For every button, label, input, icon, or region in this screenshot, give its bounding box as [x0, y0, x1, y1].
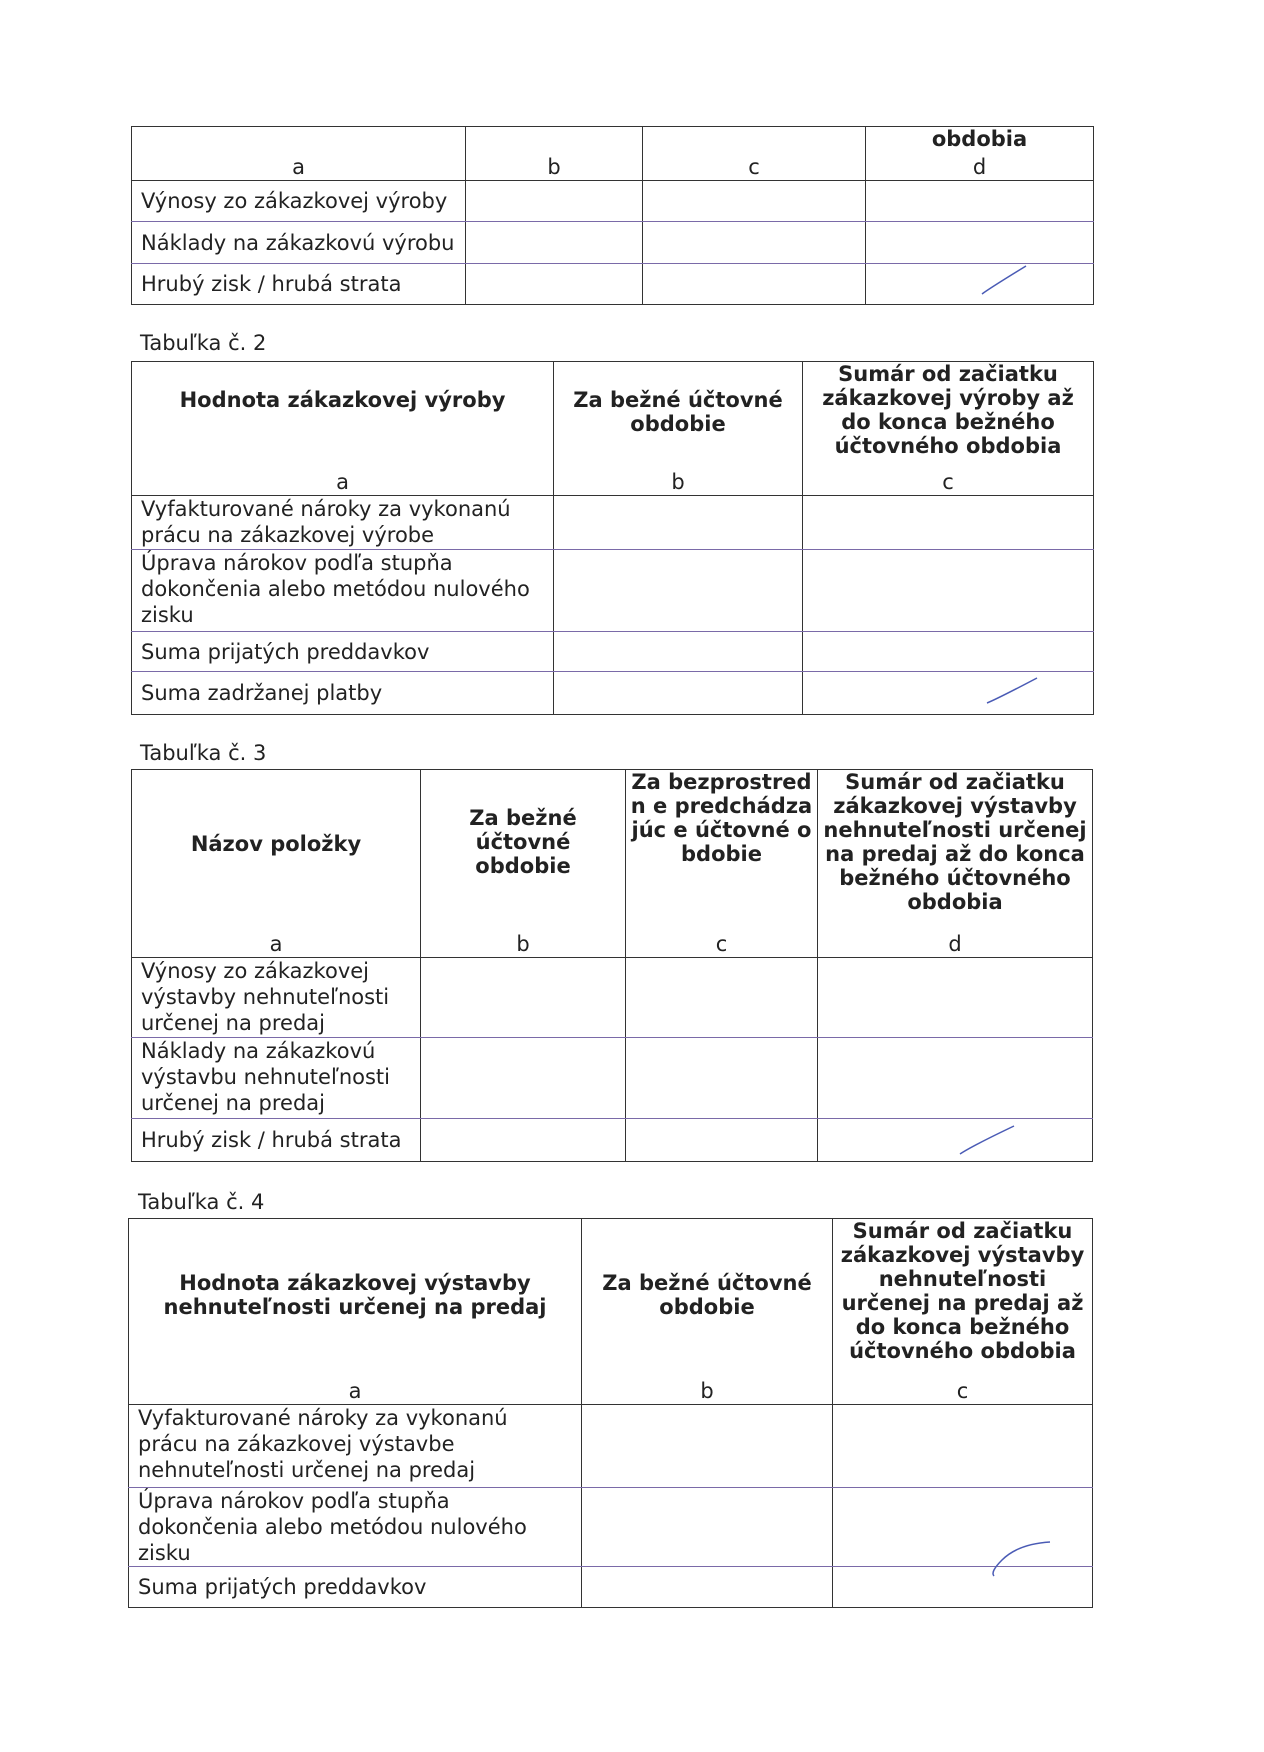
- input-cell[interactable]: [833, 1405, 1093, 1488]
- input-cell[interactable]: [833, 1488, 1093, 1567]
- input-cell[interactable]: [554, 496, 803, 550]
- row-label: Vyfakturované nároky za vykonanú prácu na zákazkovej výstavbe nehnuteľnosti určenej na predaj: [129, 1405, 582, 1488]
- header-cell: [833, 1219, 1093, 1405]
- table-3: [131, 769, 1093, 1162]
- input-cell[interactable]: [818, 1119, 1093, 1162]
- row-label: Náklady na zákazkovú výstavbu nehnuteľnosti určenej na predaj: [132, 1038, 421, 1119]
- column-title: Za bežné účtovné obdobie: [573, 388, 783, 436]
- table-4: [128, 1218, 1093, 1608]
- header-cell: [132, 362, 554, 496]
- table-1: [131, 126, 1094, 305]
- column-title: Sumár od začiatku zákazkovej výstavby nehnuteľnosti určenej na predaj až do konca bežného účtovného obdobia: [840, 1219, 1085, 1363]
- table-row: [132, 1038, 1093, 1119]
- input-cell[interactable]: [466, 222, 643, 264]
- table-row: [132, 550, 1094, 632]
- input-cell[interactable]: [582, 1405, 833, 1488]
- input-cell[interactable]: [803, 496, 1094, 550]
- input-cell[interactable]: [866, 222, 1094, 264]
- row-label: Vyfakturované nároky za vykonanú prácu na zákazkovej výrobe: [132, 496, 554, 550]
- table-row: [132, 264, 1094, 305]
- header-cell: [818, 770, 1093, 958]
- column-code: a: [348, 1379, 362, 1403]
- column-code: d: [972, 155, 987, 179]
- table-row: [132, 1119, 1093, 1162]
- header-cell: [803, 362, 1094, 496]
- table-row: [129, 1488, 1093, 1567]
- table-2-caption: Tabuľka č. 2: [140, 331, 267, 355]
- column-code: a: [336, 470, 349, 494]
- table-row: [132, 496, 1094, 550]
- column-code: a: [269, 932, 283, 956]
- input-cell[interactable]: [818, 1038, 1093, 1119]
- input-cell[interactable]: [554, 672, 803, 715]
- input-cell[interactable]: [626, 1119, 818, 1162]
- column-code: b: [700, 1379, 714, 1403]
- column-code: c: [956, 1379, 969, 1403]
- input-cell[interactable]: [803, 632, 1094, 672]
- pen-tick-mark-icon: [985, 675, 1040, 707]
- input-cell[interactable]: [466, 264, 643, 305]
- header-cell: [643, 127, 866, 181]
- column-code: a: [292, 155, 305, 179]
- row-label: Hrubý zisk / hrubá strata: [132, 1119, 421, 1162]
- column-title: Sumár od začiatku zákazkovej výroby až do konca bežného účtovného obdobia: [822, 362, 1074, 458]
- input-cell[interactable]: [582, 1488, 833, 1567]
- table-row: [129, 1405, 1093, 1488]
- header-cell: [582, 1219, 833, 1405]
- header-cell: [554, 362, 803, 496]
- table-row: [132, 958, 1093, 1038]
- pen-tick-mark-icon: [988, 1536, 1053, 1580]
- header-cell: [421, 770, 626, 958]
- input-cell[interactable]: [803, 672, 1094, 715]
- row-label: Výnosy zo zákazkovej výroby: [132, 181, 466, 222]
- row-label: Suma prijatých preddavkov: [132, 632, 554, 672]
- column-title: Sumár od začiatku zákazkovej výstavby nehnuteľnosti určenej na predaj až do konca bežného účtovného obdobia: [823, 770, 1087, 914]
- column-title: Hodnota zákazkovej výroby: [179, 388, 506, 412]
- column-title: Za bežné účtovné obdobie: [602, 1271, 812, 1319]
- input-cell[interactable]: [643, 222, 866, 264]
- table-3-caption: Tabuľka č. 3: [140, 741, 267, 765]
- input-cell[interactable]: [421, 958, 626, 1038]
- input-cell[interactable]: [582, 1567, 833, 1608]
- column-code: c: [715, 932, 728, 956]
- pen-tick-mark-icon: [958, 1122, 1018, 1158]
- column-code: b: [547, 155, 561, 179]
- row-label: Hrubý zisk / hrubá strata: [132, 264, 466, 305]
- column-title: Názov položky: [190, 832, 362, 856]
- header-cell: [132, 770, 421, 958]
- table-row: [132, 181, 1094, 222]
- input-cell[interactable]: [643, 264, 866, 305]
- input-cell[interactable]: [554, 550, 803, 632]
- column-title: Hodnota zákazkovej výstavby nehnuteľnosti určenej na predaj: [163, 1271, 547, 1319]
- table-row: [129, 1567, 1093, 1608]
- table-row: [132, 222, 1094, 264]
- input-cell[interactable]: [643, 181, 866, 222]
- row-label: Náklady na zákazkovú výrobu: [132, 222, 466, 264]
- pen-tick-mark-icon: [980, 262, 1030, 298]
- header-cell: [466, 127, 643, 181]
- input-cell[interactable]: [554, 632, 803, 672]
- input-cell[interactable]: [866, 181, 1094, 222]
- column-title: Za bezprostredn e predchádzajúc e účtovné obdobie: [630, 770, 813, 866]
- input-cell[interactable]: [626, 958, 818, 1038]
- input-cell[interactable]: [466, 181, 643, 222]
- header-cell: [866, 127, 1094, 181]
- column-code: c: [942, 470, 954, 494]
- table-4-caption: Tabuľka č. 4: [138, 1190, 265, 1214]
- column-title: Za bežné účtovné obdobie: [469, 806, 577, 878]
- input-cell[interactable]: [421, 1038, 626, 1119]
- column-code: b: [516, 932, 530, 956]
- table-row: [132, 672, 1094, 715]
- column-title: obdobia: [931, 127, 1028, 151]
- input-cell[interactable]: [833, 1567, 1093, 1608]
- row-label: Úprava nárokov podľa stupňa dokončenia alebo metódou nulového zisku: [132, 550, 554, 632]
- input-cell[interactable]: [626, 1038, 818, 1119]
- column-code: b: [671, 470, 685, 494]
- input-cell[interactable]: [803, 550, 1094, 632]
- table-2: [131, 361, 1094, 715]
- header-cell: [626, 770, 818, 958]
- input-cell[interactable]: [818, 958, 1093, 1038]
- header-cell: [129, 1219, 582, 1405]
- row-label: Úprava nárokov podľa stupňa dokončenia alebo metódou nulového zisku: [129, 1488, 582, 1567]
- row-label: Suma zadržanej platby: [132, 672, 554, 715]
- column-code: d: [948, 932, 962, 956]
- row-label: Výnosy zo zákazkovej výstavby nehnuteľnosti určenej na predaj: [132, 958, 421, 1038]
- header-cell: [132, 127, 466, 181]
- row-label: Suma prijatých preddavkov: [129, 1567, 582, 1608]
- column-code: c: [748, 155, 760, 179]
- input-cell[interactable]: [421, 1119, 626, 1162]
- table-row: [132, 632, 1094, 672]
